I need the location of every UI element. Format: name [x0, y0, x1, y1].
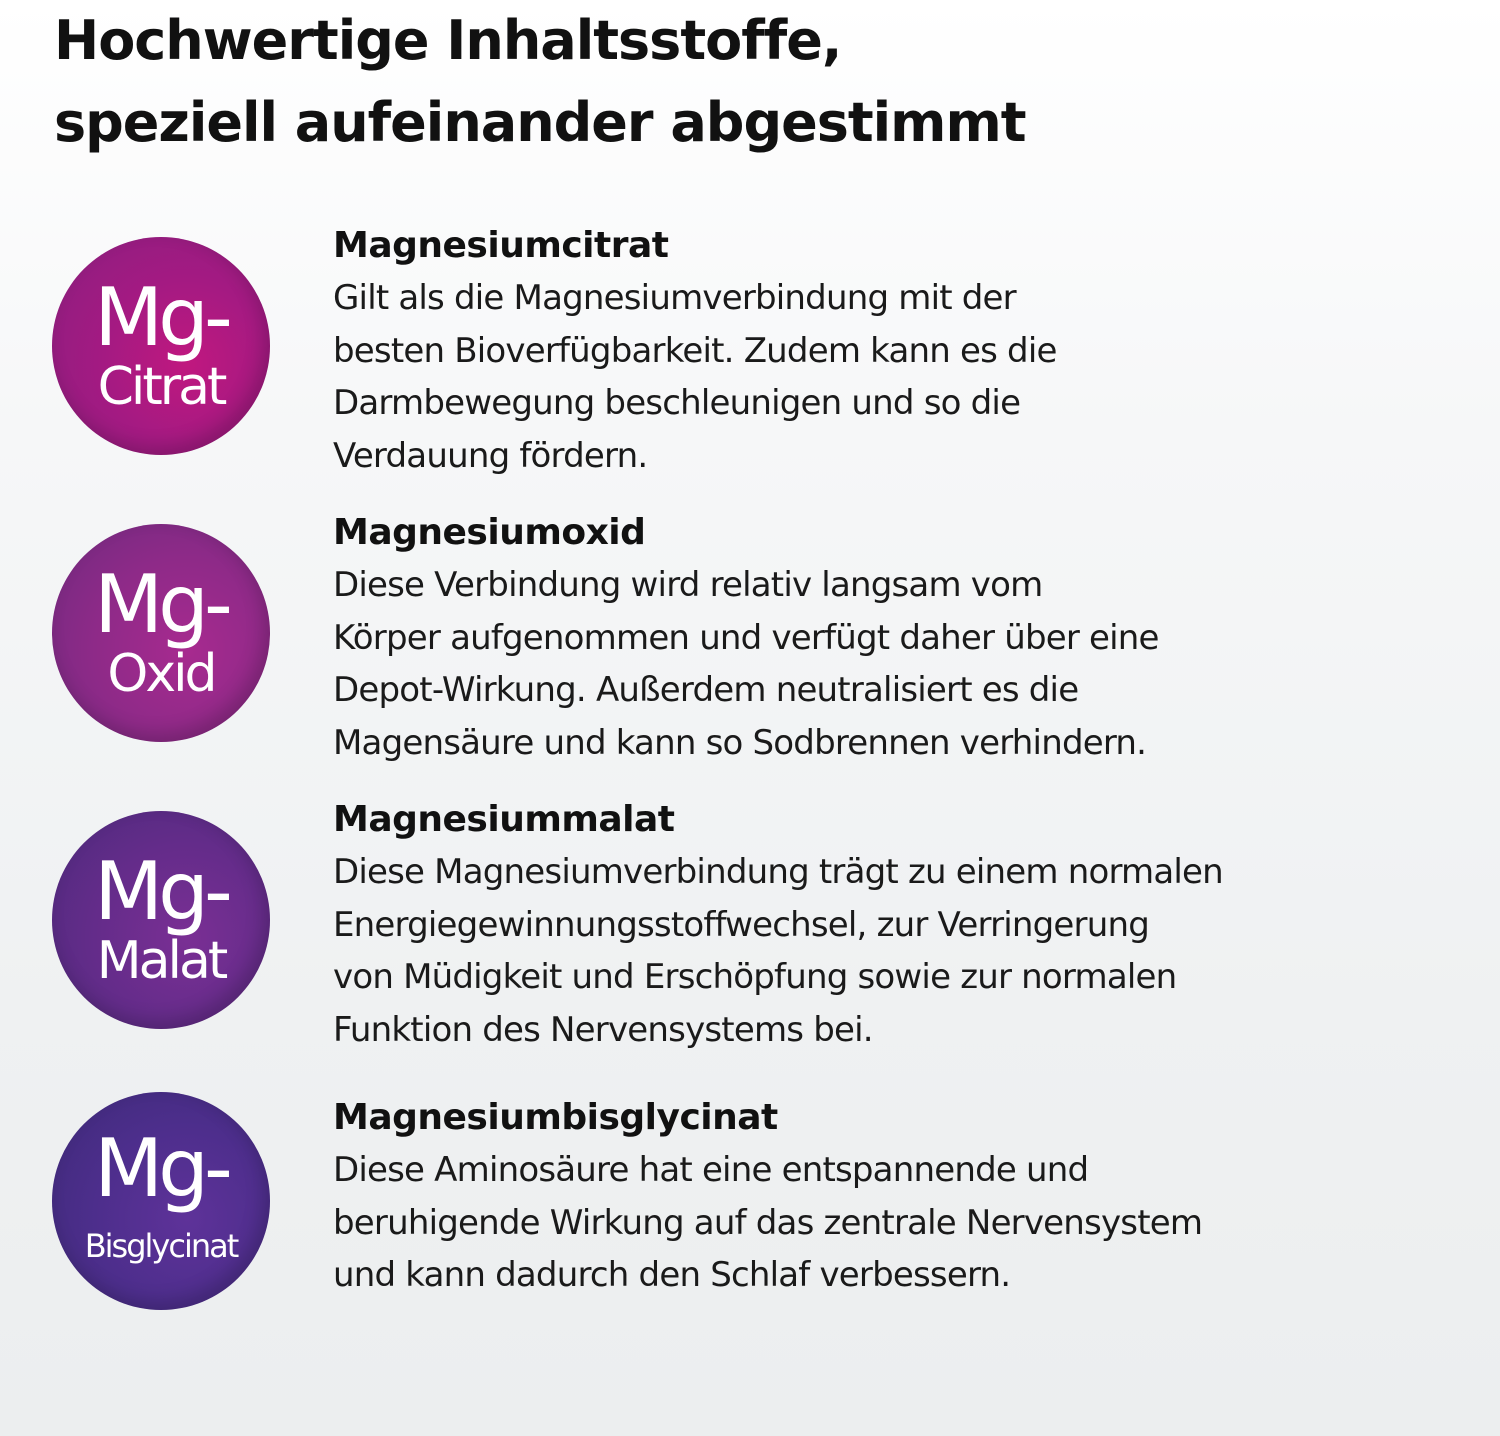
description-line: Diese Aminosäure hat eine entspannende und [333, 1150, 1089, 1190]
badge-compound: Malat [96, 931, 226, 991]
badge-compound: Citrat [97, 357, 225, 417]
description-line: Energiegewinnungsstoffwechsel, zur Verringerung [333, 904, 1150, 945]
ingredient-text [333, 220, 1433, 482]
mg-oxid-badge-icon [52, 524, 270, 742]
description-line: Depot-Wirkung. Außerdem neutralisiert es die [333, 670, 1079, 710]
ingredient-title: Magnesiumoxid [333, 512, 646, 553]
badge-symbol: Mg- [94, 271, 228, 364]
ingredient-title: Magnesiummalat [333, 799, 675, 840]
description-line: und kann dadurch den Schlaf verbessern. [333, 1255, 1011, 1295]
mg-malat-badge-icon [52, 811, 270, 1029]
badge-symbol: Mg- [94, 845, 228, 938]
description-line: Gilt als die Magnesiumverbindung mit der [333, 278, 1016, 318]
description-line: Funktion des Nervensystems bei. [333, 1009, 873, 1050]
headline-line-2: speziell aufeinander abgestimmt [54, 91, 1026, 154]
ingredient-text [333, 507, 1433, 769]
description-line: Körper aufgenommen und verfügt daher über eine [333, 617, 1159, 658]
ingredient-text [333, 1092, 1433, 1302]
badge-compound: Oxid [107, 644, 215, 704]
badge-symbol: Mg- [94, 1122, 228, 1215]
description-line: beruhigende Wirkung auf das zentrale Nervensystem [333, 1202, 1203, 1243]
badge-symbol: Mg- [94, 558, 228, 651]
description-line: von Müdigkeit und Erschöpfung sowie zur normalen [333, 957, 1177, 997]
ingredient-title: Magnesiumbisglycinat [333, 1097, 778, 1138]
badge-compound: Bisglycinat [84, 1227, 238, 1265]
ingredient-text [333, 794, 1433, 1056]
ingredient-title: Magnesiumcitrat [333, 225, 669, 266]
mg-citrat-badge-icon [52, 237, 270, 455]
description-line: Darmbewegung beschleunigen und so die [333, 383, 1021, 423]
headline-line-1: Hochwertige Inhaltsstoffe, [54, 9, 842, 72]
description-line: besten Bioverfügbarkeit. Zudem kann es die [333, 330, 1057, 371]
description-line: Magensäure und kann so Sodbrennen verhindern. [333, 722, 1147, 763]
description-line: Diese Verbindung wird relativ langsam vom [333, 565, 1043, 605]
mg-bisglycinat-badge-icon [52, 1092, 270, 1310]
headline [54, 0, 1026, 164]
description-line: Verdauung fördern. [333, 435, 648, 476]
description-line: Diese Magnesiumverbindung trägt zu einem normalen [333, 852, 1223, 892]
